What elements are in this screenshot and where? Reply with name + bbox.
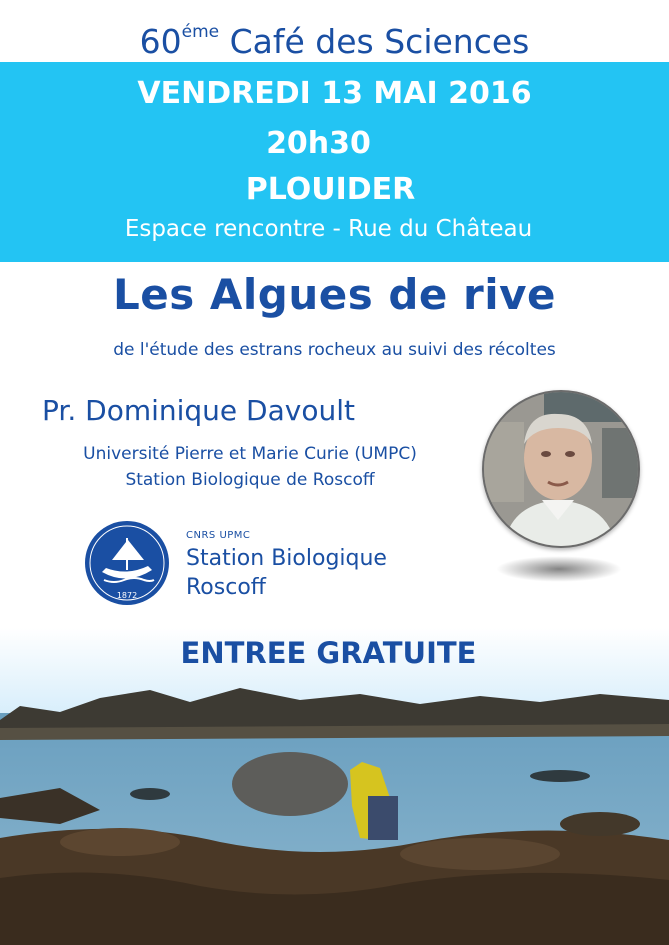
logo-name-line2: Roscoff	[186, 575, 266, 600]
logo-name-line1: Station Biologique	[186, 546, 387, 571]
portrait-image	[484, 392, 638, 546]
rocky-shore-image	[0, 628, 669, 945]
event-date: VENDREDI 13 MAI 2016	[137, 76, 532, 111]
talk-title: Les Algues de rive	[113, 270, 556, 319]
event-time: 20h30	[266, 126, 371, 161]
logo-institutions: CNRS UPMC	[186, 530, 251, 541]
portrait-shadow	[496, 556, 622, 582]
event-town: PLOUIDER	[245, 172, 416, 207]
series-number: 60	[139, 22, 182, 61]
shore-photo	[0, 628, 669, 945]
logo-year: 1872	[116, 591, 138, 600]
speaker-affiliation-university: Université Pierre et Marie Curie (UMPC)	[83, 444, 417, 464]
series-number-suffix: éme	[181, 22, 220, 42]
event-series-title	[0, 0, 669, 62]
event-venue: Espace rencontre - Rue du Château	[124, 216, 533, 242]
talk-subtitle: de l'étude des estrans rocheux au suivi des récoltes	[113, 340, 556, 360]
station-biologique-logo	[84, 520, 170, 606]
ship-emblem-icon	[84, 520, 170, 606]
series-name: Café des Sciences	[229, 22, 530, 61]
speaker-affiliation-station: Station Biologique de Roscoff	[125, 470, 375, 490]
speaker-portrait	[482, 390, 640, 548]
event-info-band	[0, 62, 669, 262]
speaker-name: Pr. Dominique Davoult	[42, 394, 355, 427]
free-entry-label: ENTREE GRATUITE	[180, 636, 477, 670]
